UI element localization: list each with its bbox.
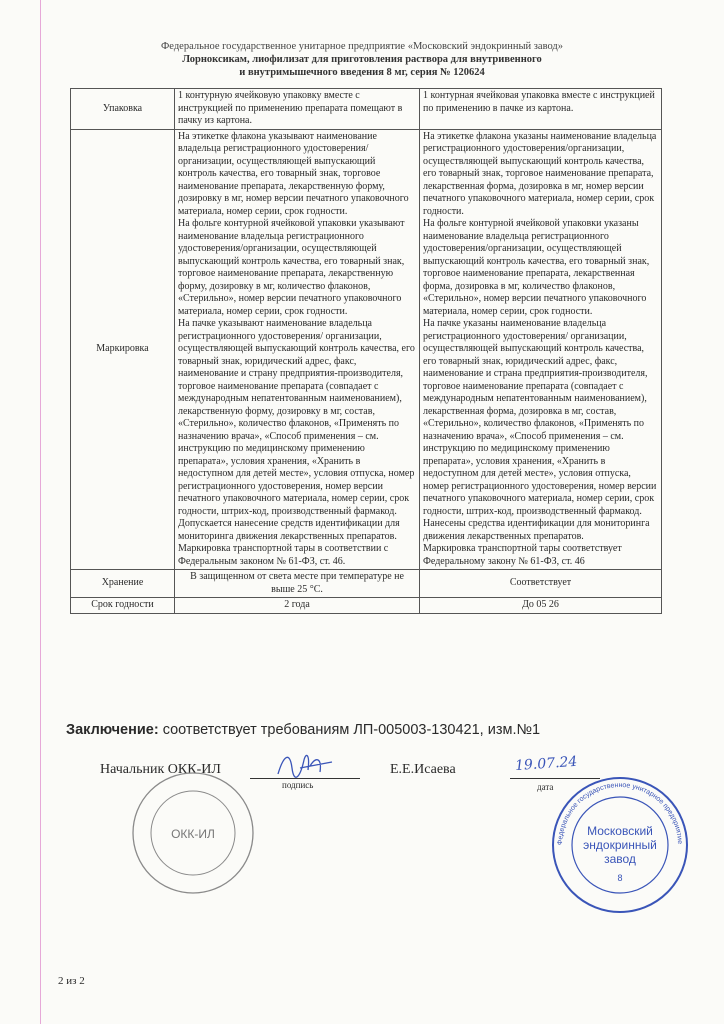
result-cell: [420, 570, 662, 598]
result-text: На фольге контурной ячейковой упаковки указаны наименование владельца регистрационного удостоверения/организации, осуществляющей выпускающий контроль качества, его товарный знак, торговое наименование препарата, лекарственная форма, дозировка в мг, количество флаконов, «Стерильно», номер версии печатного упаковочного материала, номер серии, срок годности.: [423, 218, 650, 317]
param-cell: Упаковка: [71, 89, 175, 130]
table-row: [71, 570, 662, 598]
requirement-cell: [175, 598, 420, 614]
requirement-cell: [175, 570, 420, 598]
handwritten-date: 19.07.24: [514, 753, 578, 775]
result-text: 1 контурная ячейковая упаковка вместе с инструкцией по применению в пачке из картона.: [423, 90, 655, 114]
document-header: [0, 40, 724, 79]
result-cell: [420, 598, 662, 614]
param-cell: Хранение: [71, 570, 175, 598]
conclusion-label: Заключение:: [66, 722, 159, 738]
company-stamp-line-2: эндокринный: [583, 838, 657, 852]
signer-position: Начальник ОКК-ИЛ: [100, 762, 221, 777]
param-cell: Маркировка: [71, 129, 175, 570]
signer-name: Е.Е.Исаева: [390, 762, 456, 777]
requirement-text: В защищенном от света месте при температуре не выше 25 °С.: [190, 571, 404, 595]
company-stamp-line-1: Московский: [587, 824, 653, 838]
handwritten-signature: [270, 748, 350, 782]
result-text: Маркировка транспортной тары соответствует Федеральному закону № 61-ФЗ, ст. 46: [423, 543, 622, 567]
company-stamp-ring-text: Федеральное государственное унитарное предприятие: [556, 781, 684, 846]
result-cell: [420, 89, 662, 130]
page-number: 2 из 2: [58, 975, 85, 987]
result-cell: [420, 129, 662, 570]
param-cell: Срок годности: [71, 598, 175, 614]
okk-stamp: [130, 770, 256, 896]
requirement-cell: [175, 89, 420, 130]
company-stamp: [550, 775, 690, 915]
product-line-2: и внутримышечного введения 8 мг, серия № 120624: [239, 67, 485, 78]
requirement-text: Маркировка транспортной тары в соответствии с Федеральным законом № 61-ФЗ, ст. 46.: [178, 543, 389, 567]
okk-stamp-label: ОКК-ИЛ: [171, 827, 215, 841]
conclusion-text: соответствует требованиям ЛП-005003-130421, изм.№1: [158, 722, 541, 738]
requirement-cell: [175, 129, 420, 570]
signature-caption: подпись: [282, 780, 314, 790]
result-text: На пачке указаны наименование владельца регистрационного удостоверения/ организации, осуществляющей выпускающий контроль качества, его товарный знак, юридический адрес, факс, наименование и страна предприятия-производителя, торговое наименование препарата (совпадает с международным непатентованным наименованием), лекарственная форма, дозировка в мг, состав, «Стерильно», количество флаконов, «Применять по назначению врача», «Способ применения – см. инструкцию по медицинскому применению препарата», условия хранения, «Хранить в недоступном для детей месте», условия отпуска, номер регистрационного удостоверения, номер версии печатного упаковочного материала, номер серии, срок годности, штрих-код, производственный фармакод. Нанесены средства идентификации для мониторинга движения лекарственных препаратов.: [423, 318, 657, 542]
spec-table: [70, 88, 662, 614]
requirement-text: На фольге контурной ячейковой упаковки указывают наименование владельца регистрационного удостоверения/организации, осуществляющей выпускающий контроль качества, его товарный знак, торговое наименование препарата, лекарственную форму, дозировку в мг, количество флаконов, «Стерильно», номер версии печатного упаковочного материала, номер серии, срок годности.: [178, 218, 405, 317]
requirement-text: 1 контурную ячейковую упаковку вместе с инструкцией по применению препарата помещают в пачку из картона.: [178, 90, 403, 126]
table-row: [71, 129, 662, 570]
requirement-text: На этикетке флакона указывают наименование владельца регистрационного удостоверения/организации, осуществляющей выпускающий контроль качества, его товарный знак, торговое наименование препарата, лекарственную форму, дозировку в мг, номер версии печатного упаковочного материала, номер серии, срок годности.: [178, 130, 409, 217]
requirement-text: На пачке указывают наименование владельца регистрационного удостоверения/ организации, осуществляющей выпускающий контроль качества, его товарный знак, юридический адрес, факс, наименование и страну предприятия-производителя, торговое наименование препарата (совпадает с международным непатентованным наименованием), лекарственную форму, дозировку в мг, состав, «Стерильно», количество флаконов, «Применять по назначению врача», «Способ применения – см. инструкцию по медицинскому применению препарата», условия хранения, «Хранить в недоступном для детей месте», условия отпуска, номер регистрационного удостоверения, номер версии печатного упаковочного материала, номер серии, срок годности, штрих-код, производственный фармакод. Допускается нанесение средств идентификации для мониторинга движения лекарственных препаратов.: [178, 318, 415, 542]
company-stamp-number: 8: [617, 873, 623, 883]
organization-name: Федеральное государственное унитарное предприятие «Московский эндокринный завод»: [161, 41, 563, 52]
table-row: [71, 89, 662, 130]
result-text: На этикетке флакона указаны наименование владельца регистрационного удостоверения/организации, осуществляющей выпускающий контроль качества, его товарный знак, торговое наименование препарата, лекарственная форма, дозировка в мг, номер версии печатного упаковочного материала, номер серии, срок годности.: [423, 130, 657, 217]
requirement-text: 2 года: [284, 599, 310, 610]
product-line-1: Лорноксикам, лиофилизат для приготовления раствора для внутривенного: [182, 54, 542, 65]
conclusion: [66, 722, 540, 738]
result-text: До 05 26: [522, 599, 559, 610]
table-row: [71, 598, 662, 614]
date-caption: дата: [537, 782, 554, 792]
company-stamp-line-3: завод: [604, 852, 636, 866]
margin-line: [40, 0, 41, 1024]
result-text: Соответствует: [509, 577, 572, 589]
